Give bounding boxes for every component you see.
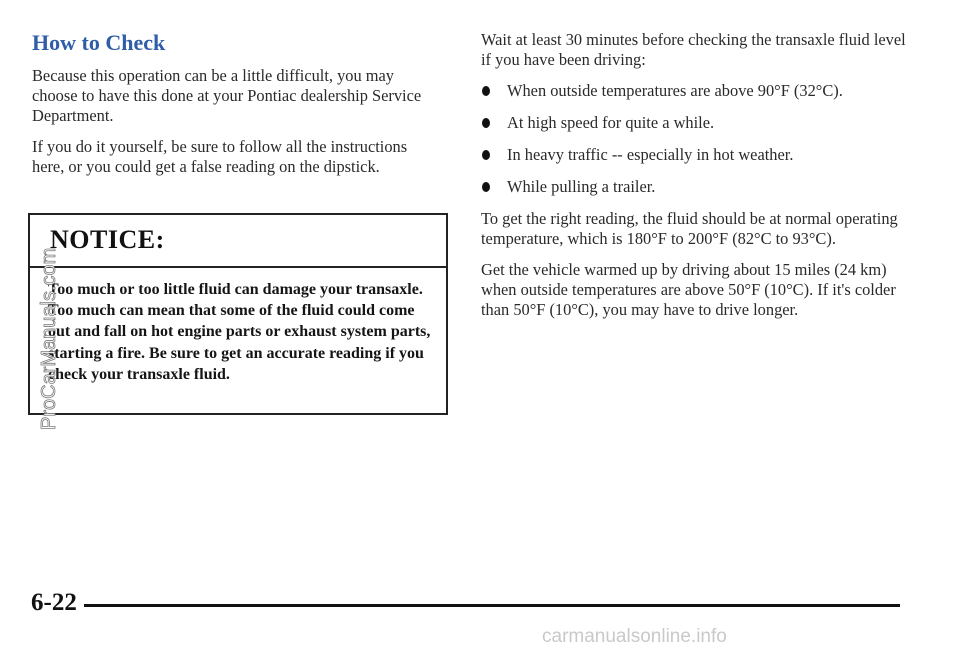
condition-list: [481, 81, 911, 197]
watermark-text: ProCarManuals.com: [38, 247, 60, 430]
diy-paragraph: If you do it yourself, be sure to follow all the instructions here, or you could get a false reading on the dipstick.: [32, 137, 408, 176]
bullet-icon: [482, 86, 490, 96]
notice-header: [30, 215, 446, 268]
footer-divider: [84, 604, 900, 607]
list-item: At high speed for quite a while.: [481, 113, 911, 133]
bullet-icon: [482, 182, 490, 192]
bullet-icon: [482, 118, 490, 128]
list-item: When outside temperatures are above 90°F (32°C).: [481, 81, 911, 101]
source-watermark: carmanualsonline.info: [542, 626, 727, 647]
watermark: [9, 180, 65, 440]
wait-paragraph: Wait at least 30 minutes before checking the transaxle fluid level if you have been driving:: [481, 30, 906, 69]
notice-body: Too much or too little fluid can damage your transaxle. Too much can mean that some of the fluid could come out and fall on hot engine parts or exhaust system parts, starting a fire. Be sure to get an accurate reading if you check your transaxle fluid.: [48, 281, 431, 383]
list-item: In heavy traffic -- especially in hot weather.: [481, 145, 911, 165]
temperature-paragraph: To get the right reading, the fluid should be at normal operating temperature, which is 180°F to 200°F (82°C to 93°C).: [481, 209, 898, 248]
intro-paragraph: Because this operation can be a little difficult, you may choose to have this done at your Pontiac dealership Service Department.: [32, 66, 422, 125]
right-column: [481, 30, 911, 331]
left-column: [32, 30, 437, 188]
warmup-paragraph: Get the vehicle warmed up by driving about 15 miles (24 km) when outside temperatures are above 50°F (10°C). If it's colder than 50°F (10°C), you may have to drive longer.: [481, 260, 896, 319]
notice-box: [28, 213, 448, 415]
notice-title: NOTICE:: [50, 225, 165, 254]
bullet-icon: [482, 150, 490, 160]
list-item: While pulling a trailer.: [481, 177, 911, 197]
page-number: 6-22: [31, 589, 77, 616]
section-heading: How to Check: [32, 30, 166, 55]
